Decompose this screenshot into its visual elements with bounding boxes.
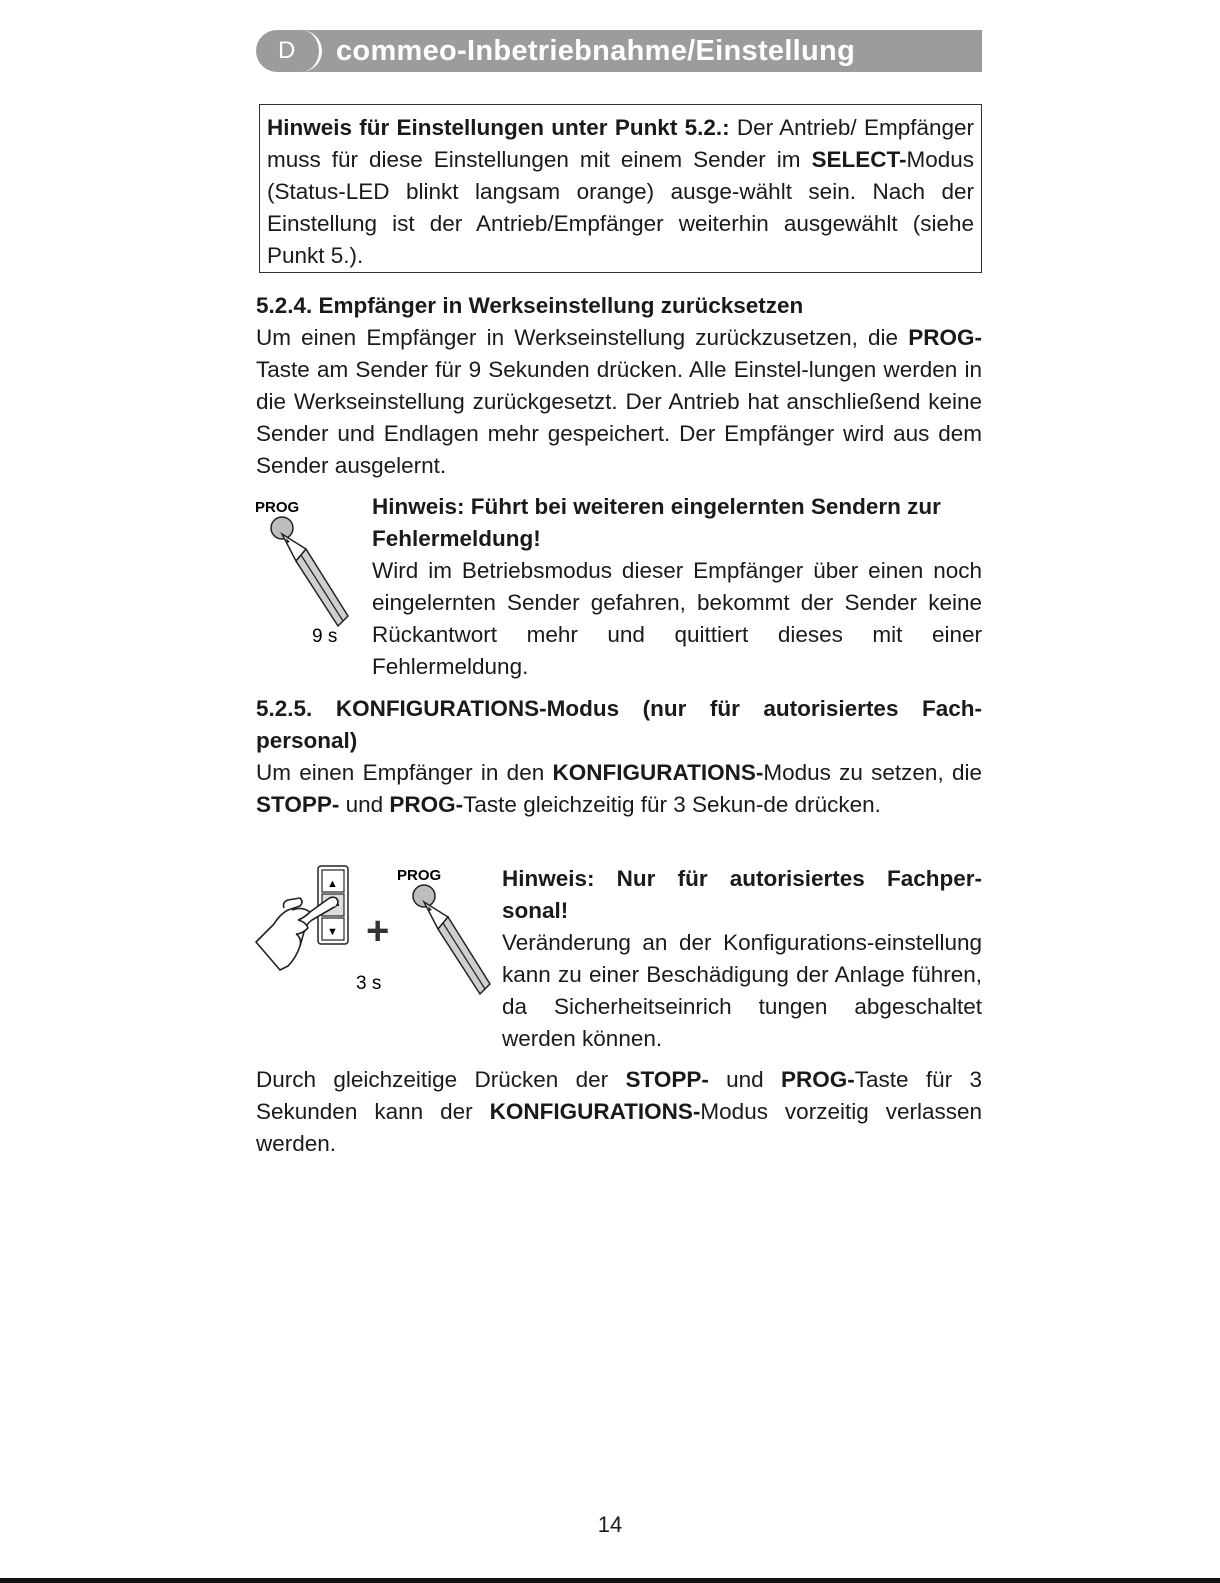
stopp-keyword: STOPP-	[625, 1067, 709, 1092]
section-525-hint-title: Hinweis: Nur für autorisiertes Fachper-sonal!	[502, 866, 982, 923]
settings-note-text	[267, 112, 974, 272]
header-title: commeo-Inbetriebnahme/Einstellung	[336, 35, 856, 67]
paragraph-text: Taste gleichzeitig für 3 Sekun-de drücken.	[463, 792, 881, 817]
pen-icon	[282, 534, 348, 626]
settings-note-box	[259, 104, 982, 273]
paragraph-text: Um einen Empfänger in Werkseinstellung zurückzusetzen, die	[256, 325, 909, 350]
prog-label: PROG	[255, 499, 300, 516]
section-header	[256, 30, 982, 72]
paragraph-text: Um einen Empfänger in den	[256, 760, 553, 785]
section-524-hint-title: Hinweis: Führt bei weiteren eingelernten Sendern zur Fehlermeldung!	[372, 494, 941, 551]
stopp-keyword: STOPP-	[256, 792, 340, 817]
select-keyword: SELECT-	[811, 147, 907, 172]
section-525-hint-text: Veränderung an der Konfigurations-einstellung kann zu einer Beschädigung der Anlage führen, da Sicherheitseinrich tungen abgeschaltet werden können.	[502, 930, 982, 1051]
prog-keyword: PROG-	[389, 792, 464, 817]
konfigurations-keyword: KONFIGURATIONS-	[489, 1099, 701, 1124]
language-tab: D	[256, 30, 322, 72]
stop-prog-press-3s-figure	[252, 862, 502, 1002]
paragraph-text: Taste am Sender für 9 Sekunden drücken. Alle Einstel-lungen werden in die Werkseinstellung zurückgesetzt. Der Antrieb hat anschließend keine Sender und Endlagen mehr gespeichert. Der Empfänger wird aus dem Sender ausgelernt.	[256, 357, 982, 478]
paragraph-text: und	[708, 1067, 782, 1092]
paragraph-text: Modus vorzeitig verlassen werden.	[256, 1099, 982, 1156]
paragraph-text: und	[339, 792, 390, 817]
up-arrow-icon: ▲	[327, 878, 338, 890]
duration-label: 9 s	[312, 626, 338, 647]
settings-note-body-cont: Modus (Status-LED blinkt langsam orange) ausge-wählt sein. Nach der Einstellung ist der Antrieb/Empfänger weiterhin ausgewählt (siehe Punkt 5.).	[267, 147, 974, 268]
paragraph-text: Modus zu setzen, die	[763, 760, 982, 785]
section-525-paragraph	[256, 757, 982, 821]
settings-note-title: Hinweis für Einstellungen unter Punkt 5.2.:	[267, 115, 730, 140]
section-525-heading: 5.2.5. KONFIGURATIONS-Modus (nur für autorisiertes Fach-personal)	[256, 696, 982, 753]
prog-label: PROG	[397, 867, 442, 884]
pen-icon	[424, 902, 490, 994]
pen-pressing-button-icon	[250, 494, 370, 654]
plus-icon: +	[366, 909, 390, 953]
section-524-hint-text: Wird im Betriebsmodus dieser Empfänger über einen noch eingelernten Sender gefahren, bekommt der Sender keine Rückantwort mehr und quittiert dieses mit einer Fehlermeldung.	[372, 558, 982, 679]
prog-press-9s-figure	[250, 494, 370, 654]
bottom-rule	[0, 1578, 1220, 1583]
settings-note-body: Der Antrieb/ Empfänger muss für diese Einstellungen mit einem Sender im	[267, 115, 975, 172]
prog-button-icon	[271, 517, 293, 539]
prog-keyword: PROG-	[908, 325, 982, 350]
section-524-heading: 5.2.4. Empfänger in Werkseinstellung zurücksetzen	[256, 293, 804, 318]
stop-and-prog-press-icon	[252, 862, 502, 1002]
paragraph-text: Taste für 3 Sekunden kann der	[256, 1067, 983, 1124]
section-524-paragraph	[256, 322, 982, 482]
down-arrow-icon: ▼	[327, 926, 338, 938]
page-number: 14	[597, 1512, 623, 1537]
duration-label: 3 s	[356, 973, 382, 994]
prog-keyword: PROG-	[781, 1067, 855, 1092]
konfigurations-keyword: KONFIGURATIONS-	[552, 760, 764, 785]
closing-paragraph	[256, 1064, 982, 1160]
prog-button-icon	[413, 885, 435, 907]
paragraph-text: Durch gleichzeitige Drücken der	[256, 1067, 626, 1092]
